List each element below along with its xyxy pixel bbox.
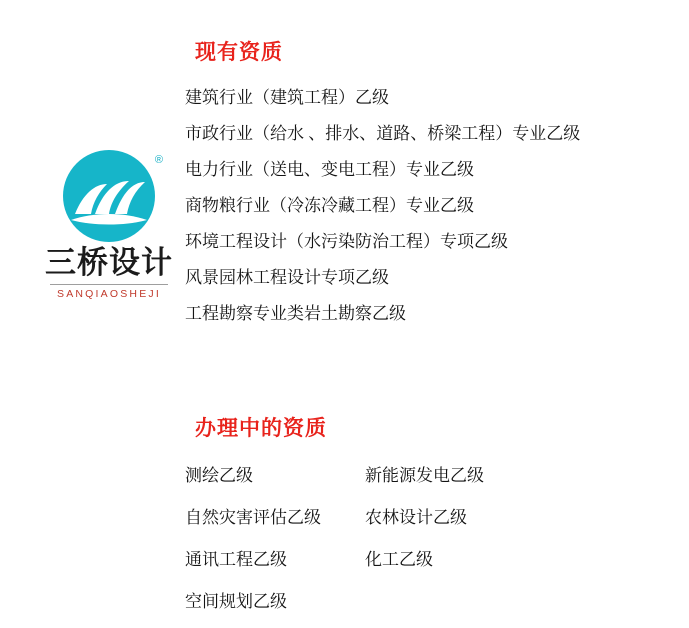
logo-company-name: 三桥设计 [45,245,173,281]
list-item: 化工乙级 [365,550,433,569]
logo-company-pinyin: SANQIAOSHEJI [56,288,161,301]
table-row [185,455,645,497]
company-logo [44,148,174,300]
list-item: 建筑行业（建筑工程）乙级 [185,88,389,107]
list-item: 新能源发电乙级 [365,466,484,485]
list-item: 市政行业（给水 、排水、道路、桥梁工程）专业乙级 [185,124,581,143]
list-item: 电力行业（送电、变电工程）专业乙级 [185,160,474,179]
list-item: 自然灾害评估乙级 [185,508,321,527]
list-item: 空间规划乙级 [185,592,287,611]
list-item: 工程勘察专业类岩土勘察乙级 [185,304,406,323]
list-item: 通讯工程乙级 [185,550,287,569]
existing-qualifications-list [185,80,685,332]
list-item: 商物粮行业（冷冻冷藏工程）专业乙级 [185,196,474,215]
logo-wave-icon [53,148,165,244]
section-title-processing: 办理中的资质 [195,416,327,440]
list-item: 测绘乙级 [185,466,253,485]
list-item: 环境工程设计（水污染防治工程）专项乙级 [185,232,508,251]
section-title-existing: 现有资质 [195,40,283,64]
table-row [185,539,645,581]
list-item: 风景园林工程设计专项乙级 [185,268,389,287]
registered-trademark-icon: ® [154,154,163,166]
list-item: 农林设计乙级 [365,508,467,527]
table-row [185,497,645,539]
logo-divider [50,284,168,285]
processing-qualifications-grid [185,455,645,623]
table-row [185,581,645,623]
list-item [365,581,625,623]
